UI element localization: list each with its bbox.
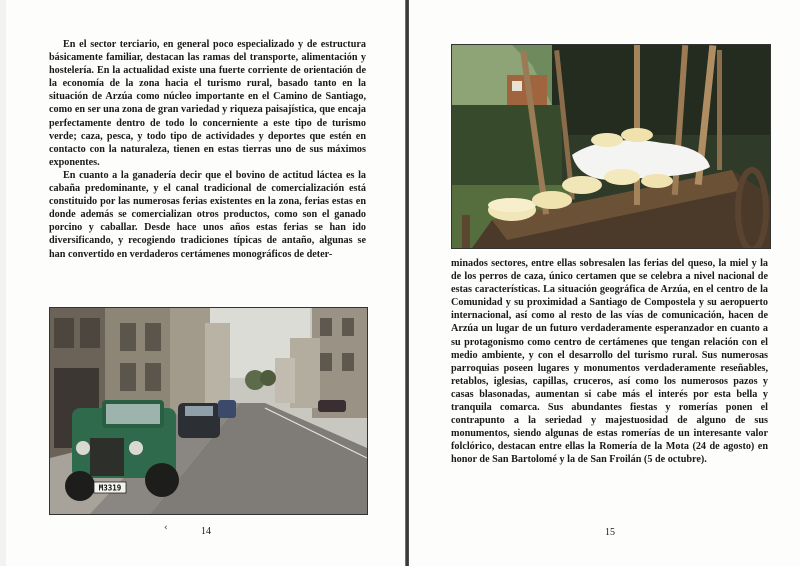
left-paragraph-2: En cuanto a la ganadería decir que el bovino de actitud láctea es la cabaña predominante, y el canal tradicional de comercialización está constituido por las numerosas ferias existentes en la zona, ferias estas en donde además se comercializan otros productos, como son el ganado porcino y caballar. Desde hace unos años estas ferias se han ido diversificando, y recogiendo tradiciones típicas de antaño, algunas se han convertido en verdaderos certámenes monográficos de deter- [49, 169, 366, 260]
right-body-text [451, 257, 768, 467]
right-paragraph: minados sectores, entre ellas sobresalen las ferias del queso, la miel y la de los perros de caza, único certamen que se celebra a nivel nacional de estas características. La situación geográfica de Arzúa, en el centro de la Comunidad y su proximidad a Santiago de Compostela y su aeropuerto internacional, así como al resto de las vías de comunicación, hacen de Arzúa un lugar de un futuro verdaderamente esperanzador en cuanto a su protagonismo como centro de certámenes que tengan relación con el medio ambiente, y con el desarrollo del turismo rural. Sus numerosas parroquias poseen lugares y monumentos verdaderamente reseñables, retablos, iglesias, capillas, cruceros, así como los numerosos pazos y casas blasonadas, aumentan si cabe más el interés por esta bella y tranquila comarca. Sus abundantes fiestas y romerías ponen el contrapunto a la seriedad y majestuosidad de alguno de sus monumentos, siendo algunas de estas romerías de un interesante valor folclórico, destacan entre ellas la Romería de la Mota (24 de agosto) en honor de San Bartolomé y la de San Froilán (5 de octubre). [451, 258, 768, 466]
right-page [409, 0, 800, 566]
marginal-mark: ‹ [164, 523, 168, 533]
page-edge [0, 0, 6, 566]
right-page-number: 15 [605, 527, 615, 538]
license-plate: M3319 [98, 483, 122, 493]
cheese-cart-photo [451, 44, 771, 249]
street-photo [49, 307, 368, 515]
left-body-text [49, 38, 366, 261]
left-paragraph-1: En el sector terciario, en general poco especializado y de estructura básicamente familiar, destacan las ramas del transporte, alimentación y hostelería. En la actualidad existe una fuerte corriente de orientación de la economía de la zona hacia el turismo rural, basado tanto en la situación de Arzúa como núcleo importante en el Camino de Santiago, como en ser una zona de gran variedad y riqueza paisajística, que encaja perfectamente dentro de todo lo concerniente a este tipo de turismo verde; caza, pesca, y todo tipo de actividades y deportes que estén en contacto con la naturaleza, tienen en estas tierras uno de sus máximos exponentes. [49, 39, 366, 168]
street-scene-illustration [50, 308, 367, 514]
left-page-number: 14 [201, 526, 211, 537]
cheese-cart-illustration [452, 45, 770, 248]
